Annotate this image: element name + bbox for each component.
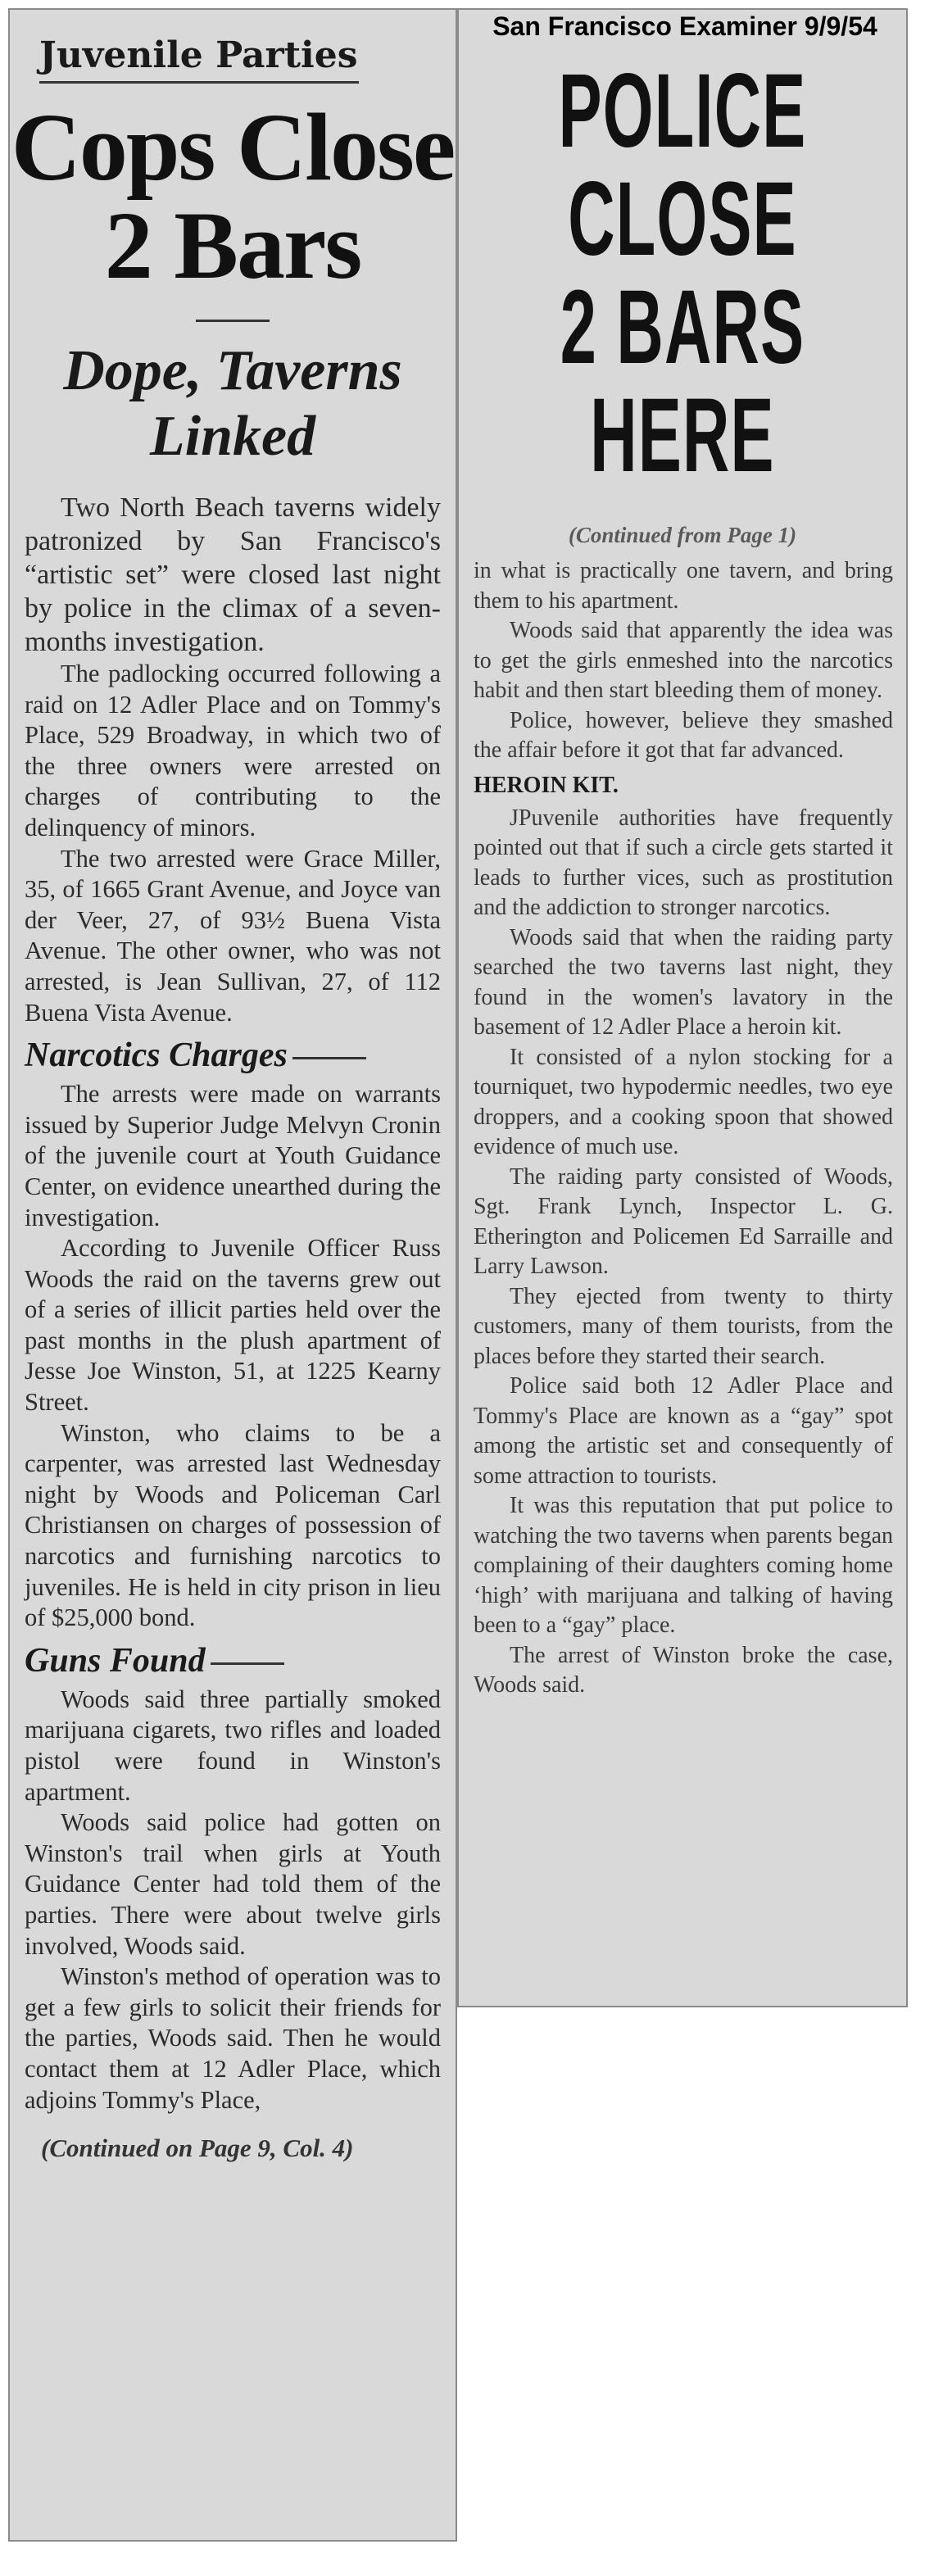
subhead-text: Guns Found	[25, 1641, 206, 1680]
paragraph: They ejected from twenty to thirty customers, many of them tourists, from the places before they started their search.	[474, 1283, 893, 1369]
paragraph: Woods said that apparently the idea was to get the girls enmeshed into the narcotics habit and then start bleeding them of money.	[474, 618, 893, 703]
jump-headline	[463, 52, 903, 494]
paragraph: Woods said that when the raiding party searched the two taverns last night, they found in the women's lavatory in the basement of 12 Adler Place a heroin kit.	[474, 924, 893, 1040]
subhead-rule	[292, 1057, 366, 1059]
right-clipping	[457, 8, 908, 2007]
paragraph: The arrest of Winston broke the case, Woods said.	[474, 1642, 893, 1698]
paragraph: The raiding party consisted of Woods, Sgt. Frank Lynch, Inspector L. G. Etherington and Policemen Ed Sarraille and Larry Lawson.	[474, 1163, 893, 1279]
paragraph: The arrests were made on warrants issued by Superior Judge Melvyn Cronin of the juvenile court at Youth Guidance Center, on evidence unearthed during the investigation.	[25, 1080, 441, 1231]
lead	[25, 491, 441, 659]
subhead-heroin: HEROIN KIT.	[474, 772, 619, 798]
paragraph: Police, however, believe they smashed the affair before it got that far advanced.	[474, 707, 893, 763]
deck	[10, 338, 456, 469]
jump-headline-line-2: 2 BARS HERE	[560, 269, 805, 494]
paragraph: The two arrested were Grace Miller, 35, of 1665 Grant Avenue, and Joyce van der Veer, 27, of 93½ Buena Vista Avenue. The other owner, who was not arrested, is Jean Sullivan, 27, of 112 Buena Vista Avenue.	[25, 844, 441, 1027]
subhead-guns	[25, 1640, 441, 1681]
article-right-column	[459, 556, 906, 1701]
continued-note: (Continued on Page 9, Col. 4)	[41, 2134, 354, 2163]
deck-line-2: Linked	[149, 405, 316, 468]
continued-from: (Continued from Page 1)	[568, 523, 797, 547]
article-left-column	[10, 469, 456, 2163]
paragraph: JPuvenile authorities have frequently pointed out that if such a circle gets started it leads to further vices, such as prostitution and the addiction to stronger narcotics.	[474, 805, 893, 920]
lead-paragraph: Two North Beach taverns widely patronized by San Francisco's “artistic set” were closed last night by police in the climax of a seven-months investigation.	[25, 492, 441, 657]
headline-line-1: Cops Close	[11, 93, 455, 201]
left-clipping	[8, 8, 457, 2542]
headline-line-2: 2 Bars	[104, 192, 361, 299]
paragraph: Woods said police had gotten on Winston's trail when girls at Youth Guidance Center had told them of the parties. There were about twelve girls involved, Woods said.	[25, 1808, 441, 1960]
divider	[196, 320, 270, 322]
paragraph: It was this reputation that put police to watching the two taverns when parents began complaining of their daughters coming home ‘high’ with marijuana and talking of having been to a “gay” place.	[474, 1493, 893, 1638]
subhead-rule	[211, 1662, 284, 1665]
jump-headline-line-1: POLICE CLOSE	[558, 52, 807, 278]
source-label: San Francisco Examiner 9/9/54	[492, 11, 877, 41]
headline	[10, 93, 456, 299]
kicker: Juvenile Parties	[39, 34, 359, 84]
subhead-text: Narcotics Charges	[25, 1036, 288, 1075]
paragraph: Winston, who claims to be a carpenter, was arrested last Wednesday night by Woods and Policeman Carl Christiansen on charges of possession of narcotics and furnishing narcotics to juveniles. He is held in city prison in lieu of $25,000 bond.	[25, 1418, 441, 1632]
paragraph: According to Juvenile Officer Russ Woods the raid on the taverns grew out of a series of illicit parties held over the past months in the plush apartment of Jesse Joe Winston, 51, at 1225 Kearny Street.	[25, 1234, 441, 1417]
paragraph: Police said both 12 Adler Place and Tommy's Place are known as a “gay” spot among the artistic set and consequently of some attraction to tourists.	[474, 1373, 893, 1489]
paragraph: in what is practically one tavern, and bring them to his apartment.	[474, 558, 893, 614]
subhead-narcotics	[25, 1035, 441, 1076]
paragraph: Woods said three partially smoked marijuana cigarets, two rifles and loaded pistol were found in Winston's apartment.	[25, 1685, 441, 1806]
deck-line-1: Dope, Taverns	[63, 339, 402, 402]
paragraph: Winston's method of operation was to get a few girls to solicit their friends for the parties, Woods said. Then he would contact them at 12 Adler Place, which adjoins Tommy's Place,	[25, 1962, 441, 2114]
paragraph: The padlocking occurred following a raid on 12 Adler Place and on Tommy's Place, 529 Broadway, in which two of the three owners were arrested on charges of contributing to the delinquency of minors.	[25, 660, 441, 841]
paragraph: It consisted of a nylon stocking for a tourniquet, two hypodermic needles, two eye droppers, and a cooking spoon that showed evidence of much use.	[474, 1044, 893, 1159]
